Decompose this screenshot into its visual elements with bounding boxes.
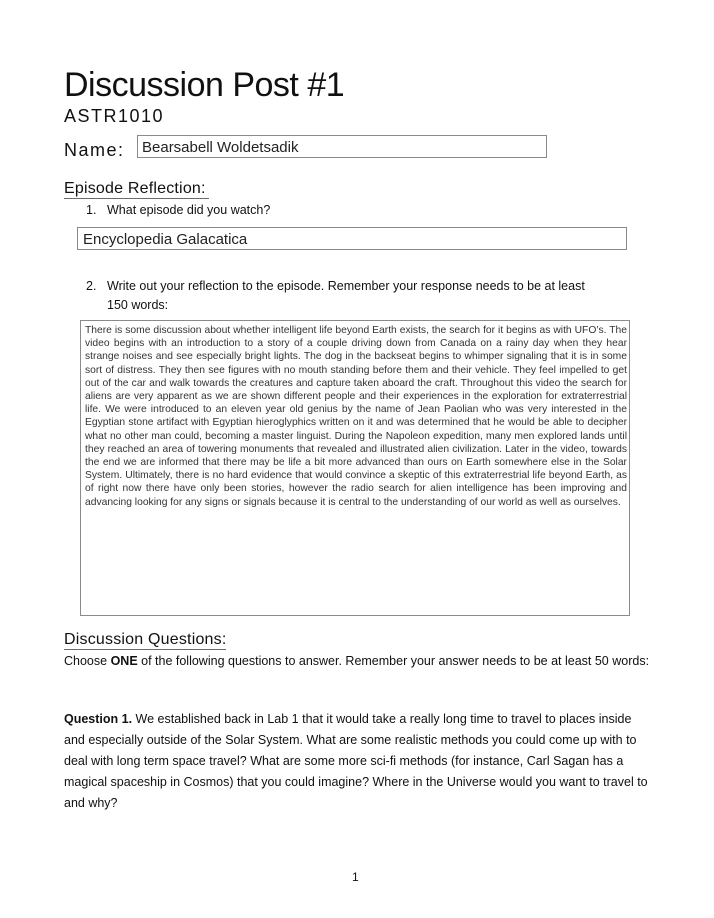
name-field[interactable]: Bearsabell Woldetsadik [137,135,547,158]
q2-number: 2. [86,279,97,293]
question-1-label: Question 1. [64,712,133,726]
q2-text-line2: 150 words: [107,298,169,312]
question-1-text: We established back in Lab 1 that it would take a really long time to travel to places inside and especially outside of the Solar System. What are some realistic methods you could come up with to deal with long term space travel? What are some more sci-fi methods (for instance, Carl Sagan has a magical spaceship in Cosmos) that you could imagine? Where in the Universe would you want to travel to and why? [64,712,648,810]
episode-reflection-heading: Episode Reflection: [64,180,206,197]
intro-rest: of the following questions to answer. Remember your answer needs to be at least 50 words: [137,654,650,668]
discussion-questions-underline [64,649,226,650]
discussion-questions-heading: Discussion Questions: [64,631,227,648]
episode-answer-field[interactable]: Encyclopedia Galacatica [77,227,627,250]
reflection-text: There is some discussion about whether intelligent life beyond Earth exists, the search for it begins as with UFO’s. The video begins with an introduction to a story of a couple driving down from Canada on a rainy day when they hear strange noises and see especially bright lights. The dog in the backseat begins to whimper signaling that it is in some sort of distress. They then see figures with no mouth standing before them and their vehicle. They feel impelled to get out of the car and walk towards the creatures and capture taken aboard the craft. Throughout this video the search for aliens are very apparent as we are shown different people and their experiences in the exploration for extraterrestrial life. We were introduced to an eleven year old genius by the name of Jean Paolian who was very interested in the Egyptian stone artifact with Egyptian hieroglyphics written on it and was determined that he would be able to decipher what no other man could, becoming a master linguist. During the Napoleon expedition, many men explored lands until they reached an area of towering monuments that revealed and illustrated alien civilization. Later in the video, towards the end we are informed that there may be life a bit more advanced than ours on Earth somewhere else in the Solar System. Ultimately, there is no hard evidence that would convince a skeptic of this extraterrestrial life beyond Earth, as of right now there have only been stories, however the radio search for alien intelligence has been improving and advancing looking for any signs or signals because it is central to the understanding of our world as well as ourselves. [85,325,627,508]
q2-text-line1: Write out your reflection to the episode. Remember your response needs to be at least [107,279,585,293]
question-1 [64,709,654,814]
discussion-intro [64,651,654,672]
course-code: ASTR1010 [64,106,165,126]
reflection-answer-field[interactable] [80,320,630,616]
episode-reflection-underline [64,198,209,199]
q1-text: What episode did you watch? [107,203,271,217]
name-label: Name: [64,140,125,160]
page-title: Discussion Post #1 [64,66,345,104]
page-number: 1 [352,870,359,884]
q1-number: 1. [86,203,97,217]
intro-prefix: Choose [64,654,111,668]
intro-bold: ONE [110,654,138,668]
